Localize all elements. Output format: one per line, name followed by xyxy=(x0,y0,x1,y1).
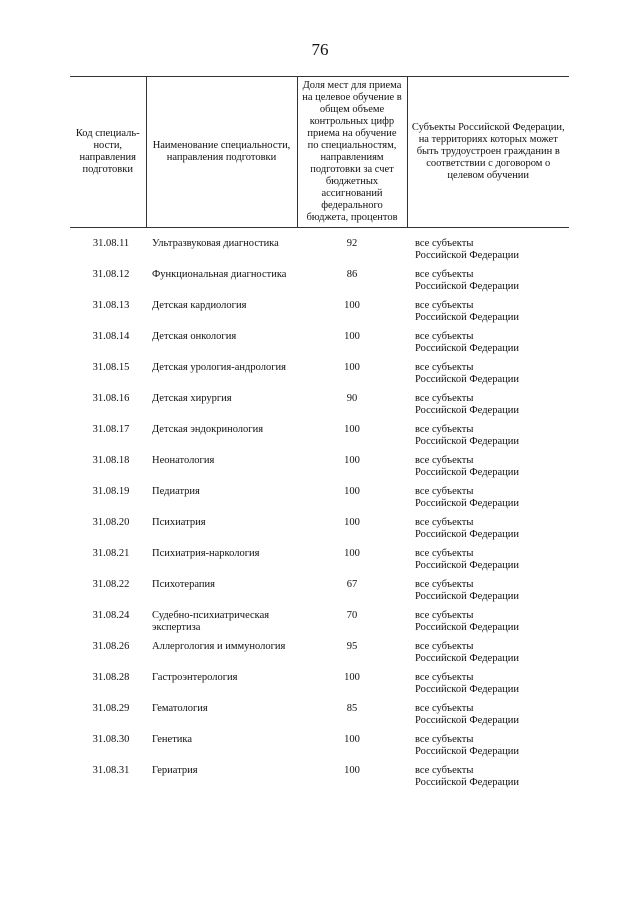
row-code: 31.08.11 xyxy=(92,238,130,249)
row-subjects xyxy=(407,641,569,672)
row-share: 92 xyxy=(346,238,358,249)
row-code: 31.08.13 xyxy=(92,300,130,311)
row-code: 31.08.21 xyxy=(92,548,130,559)
table-row xyxy=(70,455,569,486)
row-subjects-line2: Российской Федерации xyxy=(415,343,519,354)
row-name: Функциональная диагностика xyxy=(152,269,287,280)
row-code: 31.08.26 xyxy=(92,641,130,652)
row-code: 31.08.24 xyxy=(92,610,130,621)
row-share: 90 xyxy=(346,393,358,404)
row-subjects-line1: все субъекты xyxy=(415,517,474,528)
row-subjects-line2: Российской Федерации xyxy=(415,436,519,447)
row-name: Гериатрия xyxy=(152,765,198,776)
row-subjects xyxy=(407,765,569,796)
row-share: 100 xyxy=(344,424,360,435)
row-subjects xyxy=(407,672,569,703)
row-subjects-line1: все субъекты xyxy=(415,672,474,683)
row-code: 31.08.22 xyxy=(92,579,130,590)
row-subjects-line1: все субъекты xyxy=(415,703,474,714)
row-subjects-line2: Российской Федерации xyxy=(415,281,519,292)
row-subjects xyxy=(407,331,569,362)
row-subjects-line1: все субъекты xyxy=(415,393,474,404)
table-row xyxy=(70,393,569,424)
table-row xyxy=(70,579,569,610)
row-subjects xyxy=(407,424,569,455)
row-share: 100 xyxy=(344,331,360,342)
row-subjects xyxy=(407,610,569,641)
table-row xyxy=(70,228,569,270)
row-name: Гастроэнтерология xyxy=(152,672,238,683)
row-subjects xyxy=(407,734,569,765)
row-subjects-line2: Российской Федерации xyxy=(415,467,519,478)
row-name: Аллергология и иммунология xyxy=(152,641,286,652)
table-row xyxy=(70,703,569,734)
row-share: 100 xyxy=(344,362,360,373)
row-subjects xyxy=(407,362,569,393)
row-name: Психиатрия-наркология xyxy=(152,548,260,559)
row-code: 31.08.19 xyxy=(92,486,130,497)
header-subjects: Субъекты Российской Федерации, на территориях которых может быть трудоустроен гражданин в соответствии с договором о целевом обучении xyxy=(407,77,569,228)
row-subjects-line2: Российской Федерации xyxy=(415,405,519,416)
row-code: 31.08.30 xyxy=(92,734,130,745)
row-name: Генетика xyxy=(152,734,193,745)
row-subjects xyxy=(407,548,569,579)
row-code: 31.08.17 xyxy=(92,424,130,435)
row-name: Гематология xyxy=(152,703,208,714)
row-subjects-line2: Российской Федерации xyxy=(415,777,519,788)
table-header-row xyxy=(70,77,569,228)
table-row xyxy=(70,765,569,796)
row-subjects-line1: все субъекты xyxy=(415,765,474,776)
row-subjects-line2: Российской Федерации xyxy=(415,250,519,261)
row-code: 31.08.29 xyxy=(92,703,130,714)
table-row xyxy=(70,300,569,331)
row-subjects-line1: все субъекты xyxy=(415,486,474,497)
row-subjects-line2: Российской Федерации xyxy=(415,715,519,726)
row-subjects-line1: все субъекты xyxy=(415,269,474,280)
row-subjects-line2: Российской Федерации xyxy=(415,622,519,633)
row-subjects-line1: все субъекты xyxy=(415,362,474,373)
row-subjects-line1: все субъекты xyxy=(415,331,474,342)
table-row xyxy=(70,424,569,455)
row-name: Психотерапия xyxy=(152,579,215,590)
row-subjects xyxy=(407,703,569,734)
row-subjects xyxy=(407,455,569,486)
row-subjects-line2: Российской Федерации xyxy=(415,591,519,602)
header-code: Код специаль- ности, направления подготовки xyxy=(70,77,146,228)
row-subjects xyxy=(407,269,569,300)
row-share: 100 xyxy=(344,300,360,311)
row-subjects-line2: Российской Федерации xyxy=(415,312,519,323)
row-subjects-line1: все субъекты xyxy=(415,548,474,559)
row-code: 31.08.31 xyxy=(92,765,130,776)
row-subjects-line2: Российской Федерации xyxy=(415,498,519,509)
row-code: 31.08.16 xyxy=(92,393,130,404)
row-name: Педиатрия xyxy=(152,486,200,497)
row-share: 100 xyxy=(344,455,360,466)
row-share: 95 xyxy=(346,641,358,652)
row-share: 100 xyxy=(344,672,360,683)
row-code: 31.08.14 xyxy=(92,331,130,342)
row-code: 31.08.28 xyxy=(92,672,130,683)
row-subjects-line2: Российской Федерации xyxy=(415,529,519,540)
row-share: 100 xyxy=(344,734,360,745)
row-share: 85 xyxy=(346,703,358,714)
row-name: Детская хирургия xyxy=(152,393,232,404)
table-row xyxy=(70,362,569,393)
row-share: 100 xyxy=(344,517,360,528)
table-row xyxy=(70,331,569,362)
row-name: Ультразвуковая диагностика xyxy=(152,238,279,249)
header-name: Наименование специальности, направления подготовки xyxy=(146,77,297,228)
row-code: 31.08.12 xyxy=(92,269,130,280)
row-share: 67 xyxy=(346,579,358,590)
row-subjects xyxy=(407,300,569,331)
row-subjects-line1: все субъекты xyxy=(415,455,474,466)
row-share: 100 xyxy=(344,765,360,776)
row-subjects xyxy=(407,486,569,517)
table-row xyxy=(70,517,569,548)
table-row xyxy=(70,734,569,765)
row-subjects-line1: все субъекты xyxy=(415,300,474,311)
row-subjects xyxy=(407,517,569,548)
row-name: Детская эндокринология xyxy=(152,424,264,435)
table-body xyxy=(70,228,569,797)
table-row xyxy=(70,269,569,300)
row-subjects-line1: все субъекты xyxy=(415,734,474,745)
row-code: 31.08.15 xyxy=(92,362,130,373)
row-subjects-line1: все субъекты xyxy=(415,238,474,249)
row-name: Психиатрия xyxy=(152,517,206,528)
row-subjects xyxy=(407,393,569,424)
row-subjects-line1: все субъекты xyxy=(415,641,474,652)
row-subjects-line1: все субъекты xyxy=(415,424,474,435)
table-row xyxy=(70,672,569,703)
row-subjects-line2: Российской Федерации xyxy=(415,653,519,664)
row-name: Детская урология-андрология xyxy=(152,362,286,373)
row-name: Детская кардиология xyxy=(152,300,247,311)
table-row xyxy=(70,548,569,579)
row-share: 100 xyxy=(344,486,360,497)
row-subjects-line1: все субъекты xyxy=(415,610,474,621)
row-subjects xyxy=(407,228,569,270)
table-row xyxy=(70,486,569,517)
page-number: 76 xyxy=(311,40,329,59)
row-code: 31.08.18 xyxy=(92,455,130,466)
row-share: 100 xyxy=(344,548,360,559)
row-subjects-line2: Российской Федерации xyxy=(415,684,519,695)
row-subjects xyxy=(407,579,569,610)
row-subjects-line2: Российской Федерации xyxy=(415,560,519,571)
row-share: 86 xyxy=(346,269,358,280)
specialties-table xyxy=(70,76,569,796)
table-row xyxy=(70,610,569,641)
row-subjects-line2: Российской Федерации xyxy=(415,746,519,757)
row-subjects-line2: Российской Федерации xyxy=(415,374,519,385)
row-name: Детская онкология xyxy=(152,331,237,342)
row-share: 70 xyxy=(346,610,358,621)
row-code: 31.08.20 xyxy=(92,517,130,528)
header-share: Доля мест для приема на целевое обучение в общем объеме контрольных цифр приема на обучение по специальностям, направлениям подготовки за счет бюджетных ассигнований федерального бюджета, процентов xyxy=(297,77,407,228)
row-name: Судебно-психиатрическая экспертиза xyxy=(152,610,270,633)
row-subjects-line1: все субъекты xyxy=(415,579,474,590)
row-name: Неонатология xyxy=(152,455,215,466)
table-row xyxy=(70,641,569,672)
